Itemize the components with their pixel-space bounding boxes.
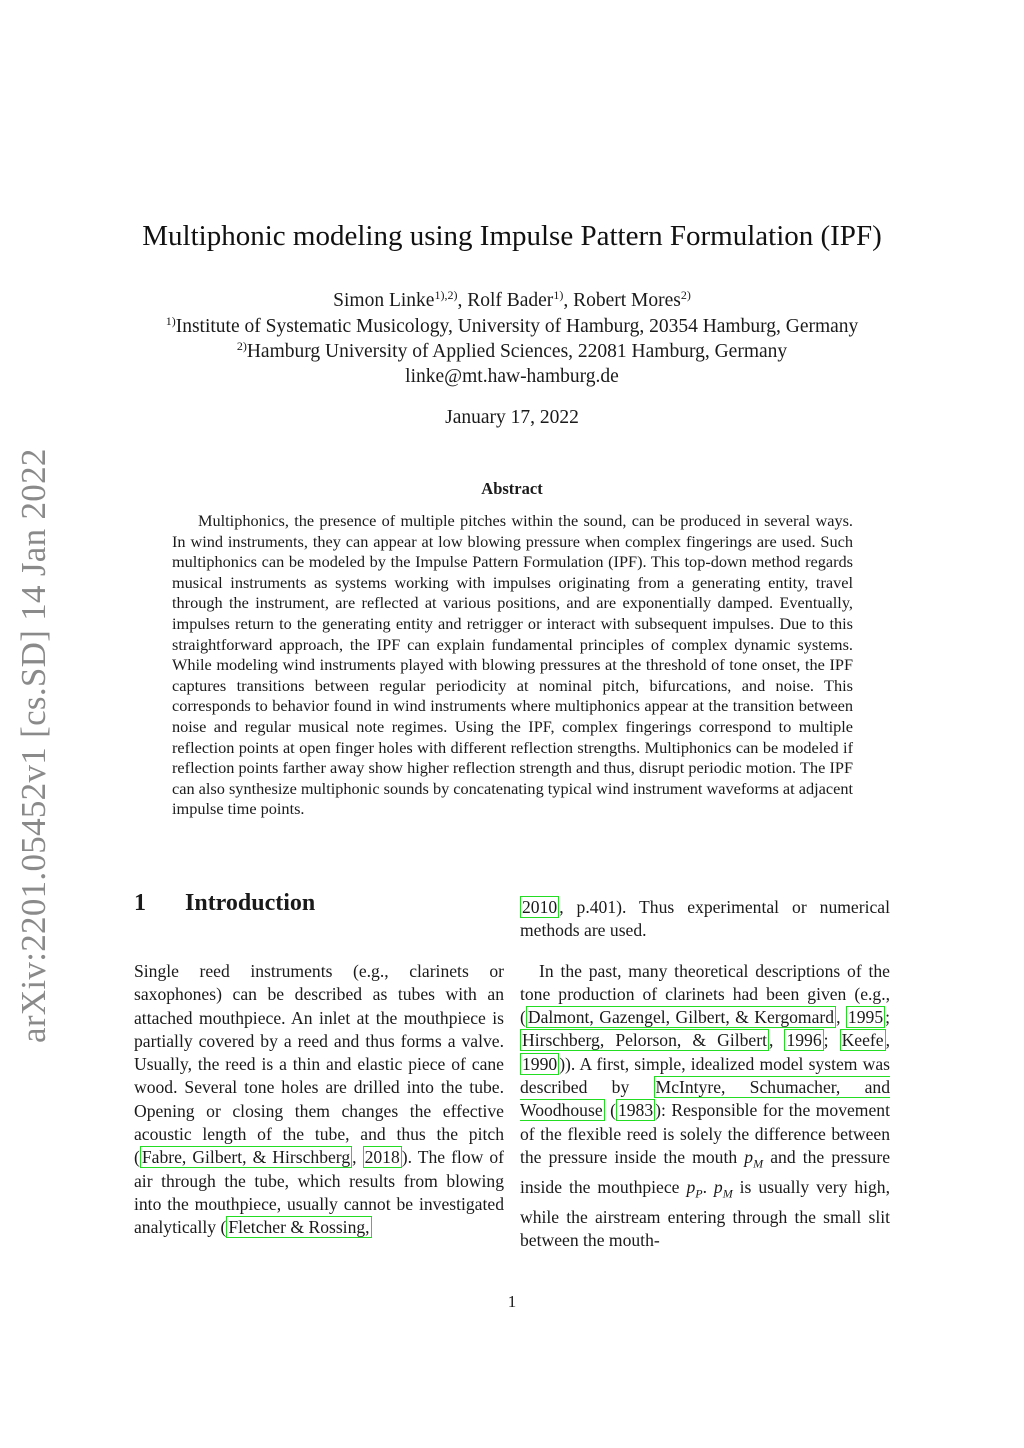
body-text: , [885, 1030, 890, 1051]
abstract-body: Multiphonics, the presence of multiple pitches within the sound, can be produced in several ways. In wind instruments, they can appear at low blowing pressure when complex fingerings are used. Such multiphonics can be modeled by the Impulse Pattern Formulation (IPF). This top-down method regards musical instruments as systems working with impulses originating from a generating entity, travel through the instrument, are reflected at various positions, and are exponentially damped. Eventually, impulses return to the generating entity and retrigger or interact with subsequent impulses. Due to this straightforward approach, the IPF can explain fundamental principles of complex dynamic systems. While modeling wind instruments played with blowing pressures at the threshold of tone onset, the IPF captures transitions between regular periodicity at nominal pitch, bifurcations, and noise. This corresponds to behavior found in wind instruments where multiphonics appear at the transition between noise and regular musical note regimes. Using the IPF, complex fingerings correspond to multiple reflection points at open finger holes with different reflection strengths. Multiphonics can be modeled if reflection points farther away show higher reflection strength and thus, disrupt periodic motion. The IPF can also synthesize multiphonic sounds by concatenating typical wind instrument waveforms at adjacent impulse time points. [172, 511, 853, 819]
body-text: , [836, 1007, 846, 1028]
math-subscript: M [753, 1156, 764, 1171]
body-text: )). A first, simple, idealized model system was described by [520, 1053, 890, 1098]
body-paragraph [520, 960, 890, 1253]
citation-link[interactable]: Keefe [841, 1030, 884, 1051]
author-separator: , [563, 290, 574, 311]
citation-link[interactable]: 1996 [786, 1030, 822, 1051]
citation-link[interactable]: Hirschberg, Pelorson, & Gilbert [522, 1030, 767, 1051]
math-subscript: M [722, 1186, 733, 1201]
citation-link[interactable]: Fabre, Gilbert, & Hirschberg [141, 1147, 351, 1168]
body-text: is usually very high, while the airstream entering through the small slit between the mouth- [520, 1176, 890, 1250]
body-text: ( [604, 1100, 616, 1121]
author-affil-mark: 1) [553, 288, 564, 302]
affil-mark: 1) [165, 314, 176, 328]
author-affil-mark: 1),2) [434, 288, 458, 302]
left-column [134, 960, 504, 1240]
citation-link[interactable]: Fletcher & Rossing, [228, 1217, 370, 1238]
citation-link[interactable]: 2010 [522, 897, 558, 917]
body-text: , p.401). Thus experimental or numerical methods are used. [520, 897, 890, 941]
affil-mark: 2) [236, 339, 247, 353]
citation-link[interactable]: McIntyre, Schumacher, and Woodhouse [520, 1077, 890, 1121]
arxiv-side-stamp: arXiv:2201.05452v1 [cs.SD] 14 Jan 2022 [14, 448, 53, 1043]
body-text: , [768, 1030, 785, 1051]
citation-link[interactable]: 1983 [617, 1100, 654, 1121]
body-text: ). The flow of air through the tube, which results from blowing into the mouthpiece, usually cannot be investigated analytically ( [134, 1147, 504, 1238]
affiliation-1 [0, 316, 1024, 338]
abstract-heading: Abstract [481, 479, 543, 498]
section-heading [134, 890, 315, 917]
body-text: Single reed instruments (e.g., clarinets or saxophones) can be described as tubes with an attached mouthpiece. An inlet at the mouthpiece is partially covered by a reed and thus forms a valve. Usually, the reed is a thin and elastic piece of cane wood. Several tone holes are drilled into the tube. Opening or closing them changes the effective acoustic length of the tube, and thus the pitch ( [134, 961, 504, 1168]
affil-text: Institute of Systematic Musicology, University of Hamburg, 20354 Hamburg, Germany [175, 316, 859, 337]
author-separator: , [457, 290, 468, 311]
body-paragraph [520, 896, 890, 943]
body-text: ; [823, 1030, 840, 1051]
math-symbol: p [686, 1176, 696, 1197]
body-text: . [702, 1176, 714, 1197]
body-text: ): Responsible for the movement of the flexible reed is solely the difference between the pressure inside the mouth [520, 1100, 890, 1167]
affiliation-2 [0, 341, 1024, 363]
body-text: , [352, 1147, 363, 1168]
citation-link[interactable]: Dalmont, Gazengel, Gilbert, & Kergomard [527, 1007, 835, 1028]
body-text: ; [885, 1007, 890, 1028]
author-email: linke@mt.haw-hamburg.de [405, 366, 619, 387]
math-subscript: P [695, 1186, 703, 1201]
body-text: In the past, many theoretical descriptions of the tone production of clarinets had been given (e.g., ( [520, 960, 890, 1028]
author-name: Rolf Bader [467, 290, 554, 311]
page-number: 1 [507, 1292, 517, 1311]
citation-link[interactable]: 1990 [522, 1053, 558, 1074]
body-text: and the pressure inside the mouthpiece [520, 1146, 891, 1197]
paper-date: January 17, 2022 [445, 407, 579, 428]
author-name: Simon Linke [333, 290, 435, 311]
author-line [0, 290, 1024, 312]
author-affil-mark: 2) [680, 288, 691, 302]
math-symbol: p [713, 1176, 723, 1197]
author-name: Robert Mores [573, 290, 681, 311]
citation-link[interactable]: 2018 [364, 1147, 400, 1168]
math-symbol: p [744, 1146, 754, 1167]
right-column [520, 896, 890, 1252]
body-paragraph [134, 960, 504, 1240]
citation-link[interactable]: 1995 [847, 1007, 884, 1028]
affil-text: Hamburg University of Applied Sciences, 22081 Hamburg, Germany [246, 341, 788, 362]
paper-title: Multiphonic modeling using Impulse Pattern Formulation (IPF) [142, 220, 882, 252]
section-title: Introduction [185, 890, 316, 916]
section-number: 1 [134, 890, 146, 916]
